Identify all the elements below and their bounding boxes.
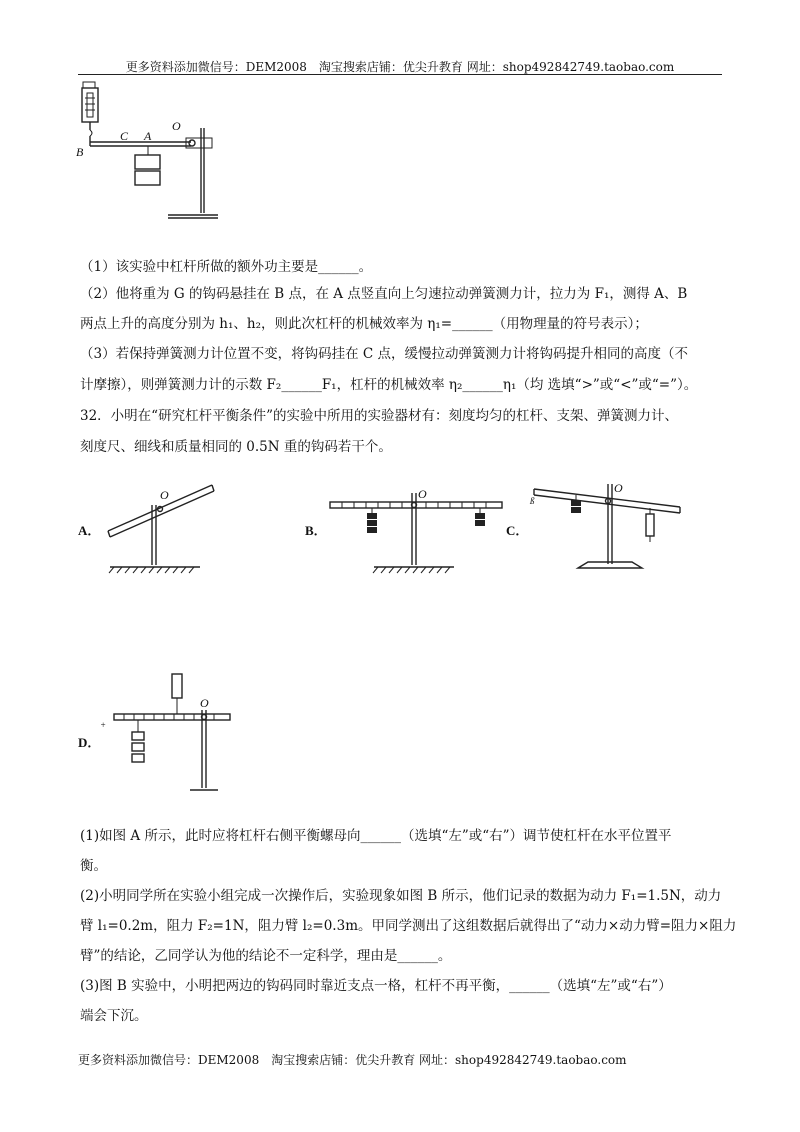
- q32-intro-line2: 刻度尺、细线和质量相同的 0.5N 重的钩码若干个。: [80, 439, 392, 455]
- page-footer: 更多资料添加微信号：DEM2008 淘宝搜索店铺：优尖升教育 网址：shop492842749.taobao.com: [78, 1053, 627, 1067]
- q31-part3-line1: （3）若保持弹簧测力计位置不变，将钩码挂在 C 点，缓慢拉动弹簧测力计将钩码提升相同的高度（不: [80, 346, 688, 362]
- q31-part1: （1）该实验中杠杆所做的额外功主要是______。: [80, 259, 373, 275]
- figB-label-O: O: [418, 487, 427, 501]
- q31-part2-line1: （2）他将重为 G 的钩码悬挂在 B 点，在 A 点竖直向上匀速拉动弹簧测力计，拉力为 F₁，测得 A、B: [80, 286, 688, 302]
- svg-text:ß: ß: [530, 496, 535, 506]
- label-C: C: [120, 129, 129, 143]
- pivot-O: [189, 140, 195, 146]
- figure-A: [100, 475, 220, 575]
- label-A: A: [144, 129, 152, 143]
- option-B-label: B．: [305, 523, 327, 538]
- page-header: 更多资料添加微信号：DEM2008 淘宝搜索店铺：优尖升教育 网址：shop492842749.taobao.com: [125, 60, 675, 74]
- label-B: B: [76, 145, 84, 159]
- q32-intro-line1: 32．小明在“研究杠杆平衡条件”的实验中所用的实验器材有：刻度均匀的杠杆、支架、弹簧测力计、: [80, 408, 678, 424]
- figA-label-O: O: [160, 488, 169, 502]
- figure-B: [328, 485, 508, 580]
- q32-s1-line1: (1)如图 A 所示，此时应将杠杆右侧平衡螺母向______（选填“左”或“右”）调节使杠杆在水平位置平: [80, 828, 672, 844]
- option-C-label: C．: [506, 523, 529, 538]
- q32-s2-line3: 臂”的结论，乙同学认为他的结论不一定科学，理由是______。: [80, 948, 452, 964]
- q32-s2-line1: (2)小明同学所在实验小组完成一次操作后，实验现象如图 B 所示，他们记录的数据为动力 F₁=1.5N，动力: [80, 888, 722, 904]
- figD-spring-scale: [172, 674, 182, 698]
- q32-s3-line1: (3)图 B 实验中，小明把两边的钩码同时靠近支点一格，杠杆不再平衡，______（选填“左”或“右”）: [80, 978, 672, 994]
- q31-part2-line2: 两点上升的高度分别为 h₁、h₂，则此次杠杆的机械效率为 η₁=______（用物理量的符号表示）；: [80, 316, 648, 332]
- figure-C: [528, 472, 688, 577]
- svg-text:+: +: [100, 720, 107, 730]
- option-D-label: D．: [78, 735, 101, 750]
- q32-s1-line2: 衡。: [80, 858, 107, 874]
- header-rule: [78, 74, 722, 75]
- weight-2: [135, 171, 160, 185]
- figure-D: [100, 670, 240, 800]
- q32-s3-line2: 端会下沉。: [80, 1008, 148, 1024]
- q32-s2-line2: 臂 l₁=0.2m，阻力 F₂=1N，阻力臂 l₂=0.3m。甲同学测出了这组数据后就得出了“动力×动力臂=阻力×阻力: [80, 918, 737, 934]
- figure-lever-efficiency: [76, 80, 226, 225]
- figD-label-O: O: [200, 696, 209, 710]
- label-O: O: [172, 119, 181, 133]
- figC-label-O: O: [614, 481, 623, 495]
- weight-1: [135, 155, 160, 169]
- scale-ring: [83, 82, 95, 88]
- option-A-label: A．: [78, 523, 101, 538]
- q31-part3-line2: 计摩擦），则弹簧测力计的示数 F₂______F₁，杠杆的机械效率 η₂______η₁（均 选填“>”或“<”或“=”）。: [80, 377, 698, 393]
